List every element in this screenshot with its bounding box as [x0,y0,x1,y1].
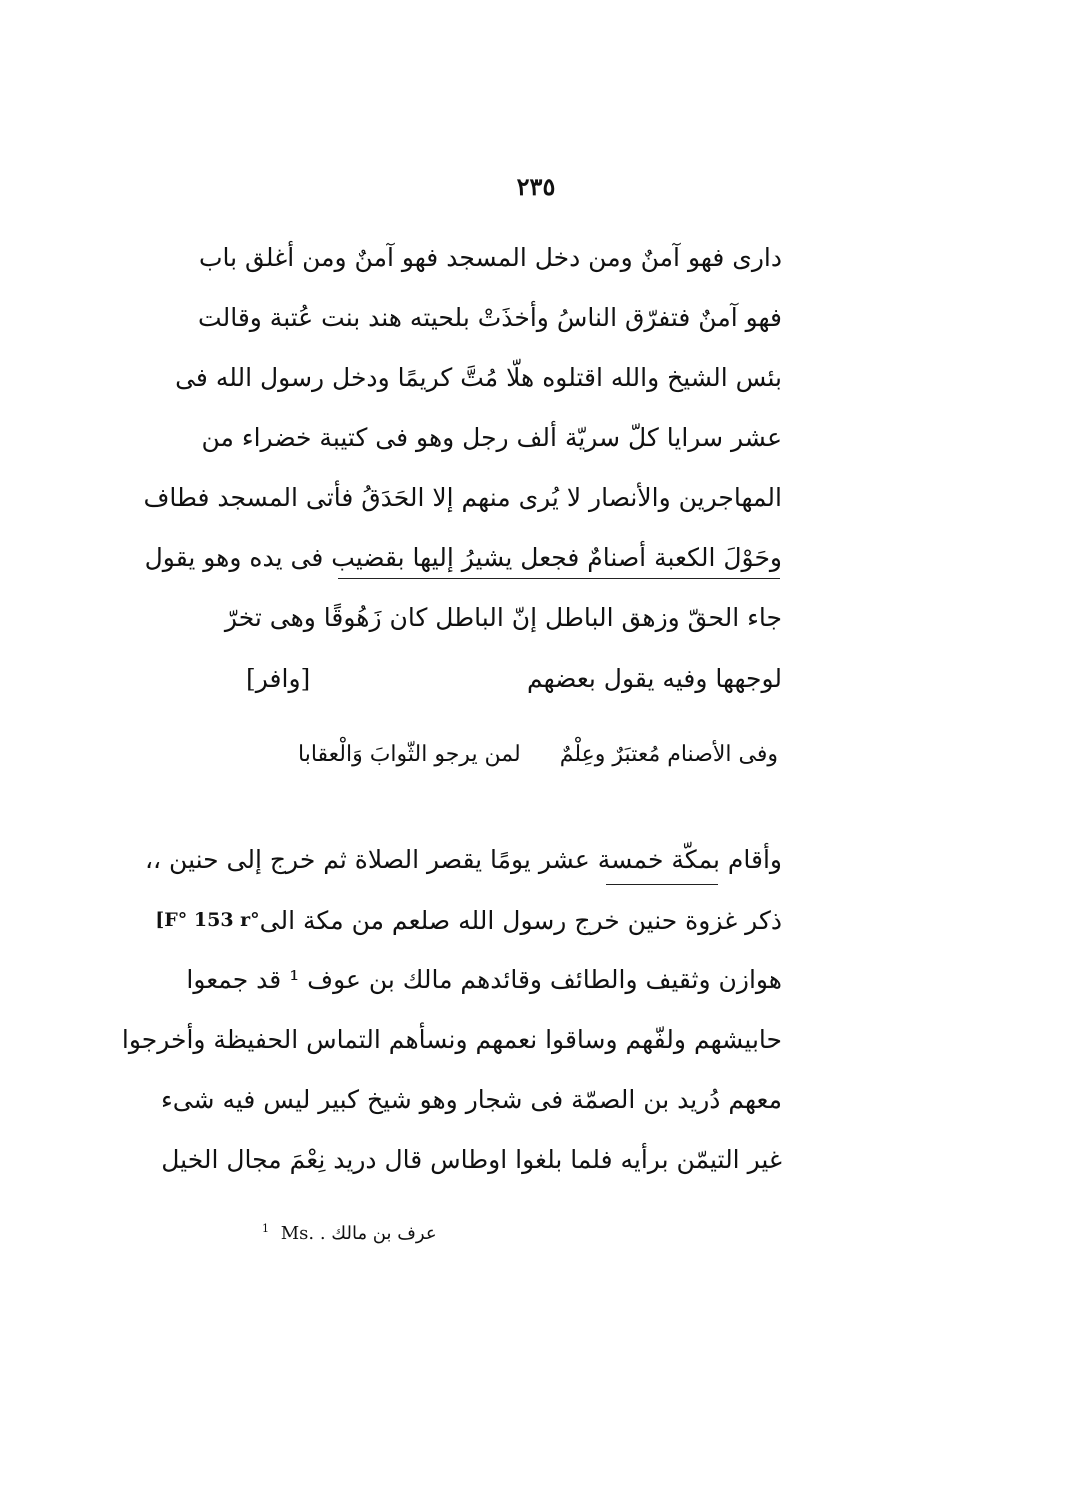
text-line: فهو آمنٌ فتفرّق الناسُ وأخذَتْ بلحيته هند بنت عُتبة وقالت [198,303,782,332]
footnote [262,1222,437,1244]
handwritten-underline [338,578,780,579]
folio-reference: [F° 153 r° [155,909,260,931]
meter-line-text: لوجهها وفيه يقول بعضهم [526,663,782,693]
text-line: عشر سرايا كلّ سريّة ألف رجل وهو فى كتيبة خضراء من [201,423,782,452]
text-line: حابيشهم ولفّهم وساقوا نعمهم ونسأهم التماس الحفيظة وأخرجوا [121,1025,782,1054]
text-line: بئس الشيخ والله اقتلوه هلّا مُتَّ كريمًا ودخل رسول الله فى [175,363,782,392]
meter-line [246,648,782,708]
page-number: ٢٣٥ [516,172,556,201]
text-line: غير التيمّن برأيه فلما بلغوا اوطاس قال دريد نِعْمَ مجال الخيل [161,1145,782,1174]
folio-line [155,890,782,950]
text-line: دارى فهو آمنٌ ومن دخل المسجد فهو آمنٌ ومن أغلق باب [198,243,782,272]
text-line: المهاجرين والأنصار لا يُرى منهم إلا الحَدَقُ فأتى المسجد فطاف [143,483,782,512]
footnote-label: Ms. [280,1223,315,1244]
top-text-block [143,228,782,708]
text-line: وحَوْلَ الكعبة أصنامٌ فجعل يشيرُ إليها بقضيب فى يده وهو يقول [144,543,782,572]
text-line: هوازن وثقيف والطائف وقائدهم مالك بن عوف ¹ قد جمعوا [186,965,782,994]
text-line: جاء الحقّ وزهق الباطل إنّ الباطل كان زَهُوقًا وهى تخرّ [224,603,782,632]
meter-label: [وافر] [246,663,311,693]
folio-line-text: ذكر غزوة حنين خرج رسول الله صلعم من مكة الى [259,905,782,935]
text-line: معهم دُريد بن الصمّة فى شجار وهو شيخ كبير ليس فيه شىء [160,1085,782,1114]
handwritten-underline [606,884,718,885]
footnote-text: عرف بن مالك . [319,1223,437,1244]
text-line: وأقام بمكّة خمسة عشر يومًا يقصر الصلاة ثم خرج إلى حنين ،، [144,845,782,874]
footnote-marker: 1 [262,1222,269,1235]
verse-hemistich-second: لمن يرجو الثّوابَ وَالْعقابا [298,742,521,767]
verse-hemistich-first: وفى الأصنام مُعتبَرٌ وعِلْمٌ [559,742,778,767]
poetry-verse [298,742,778,767]
